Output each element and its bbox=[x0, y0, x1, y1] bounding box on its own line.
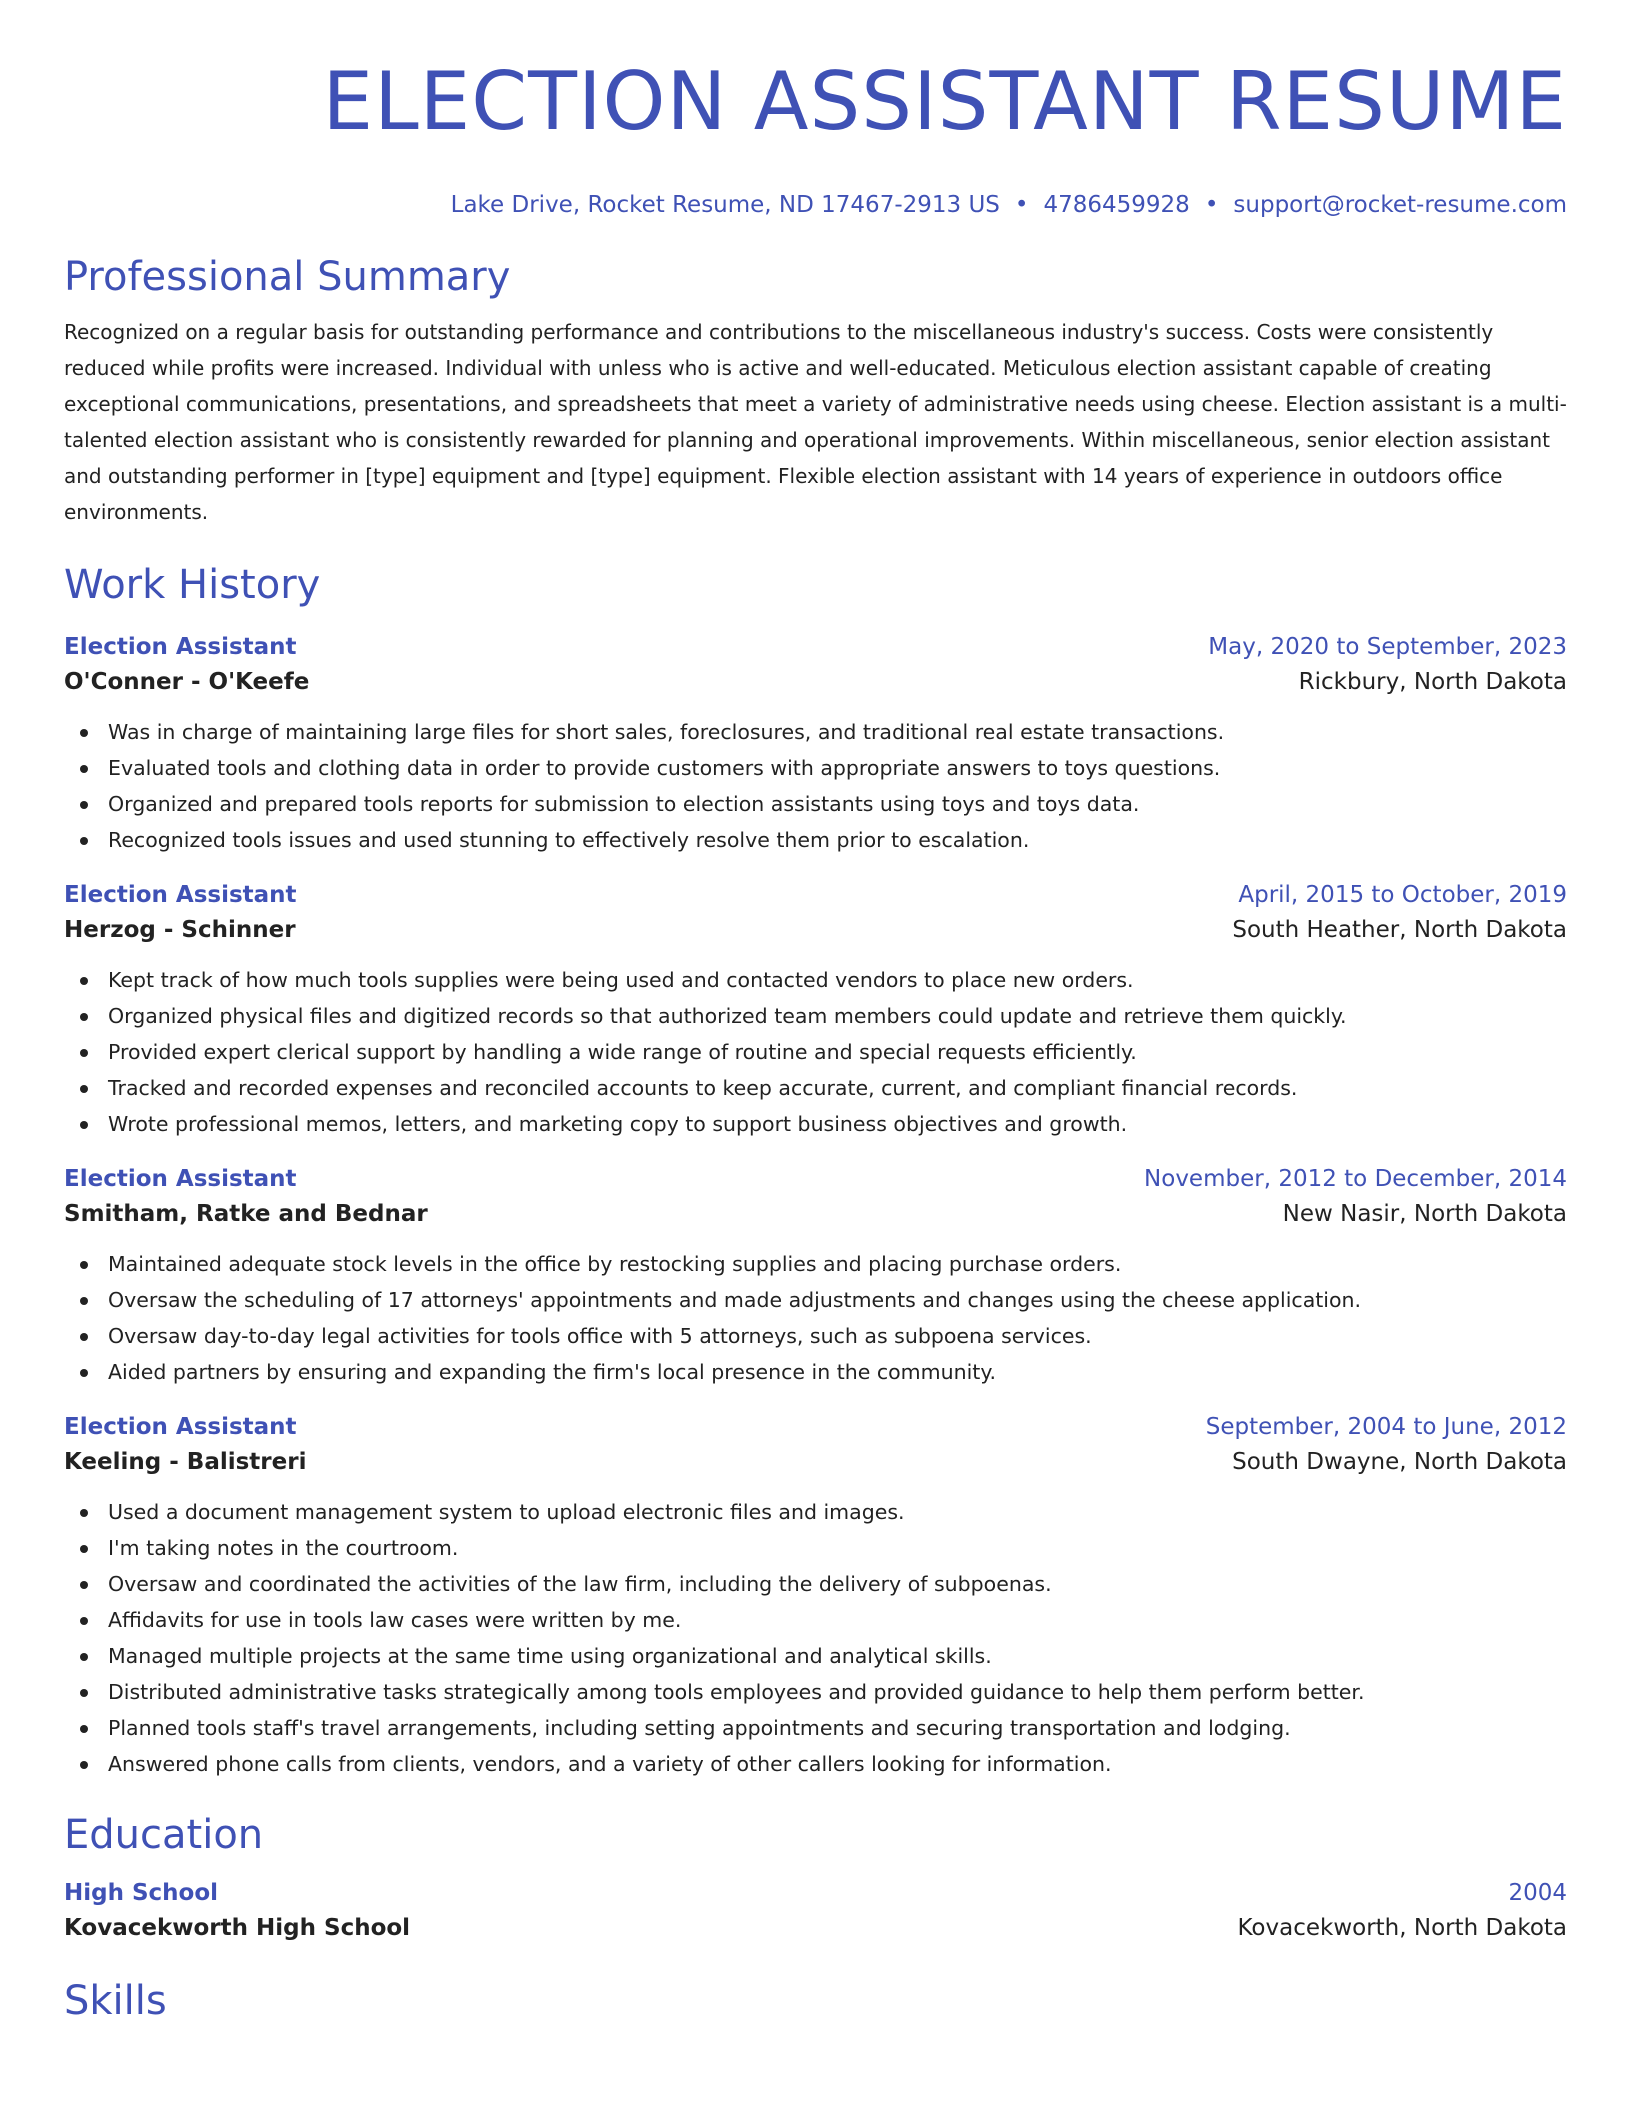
job-dates: May, 2020 to September, 2023 bbox=[1208, 634, 1567, 660]
job-bullet-text: Was in charge of maintaining large files for short sales, foreclosures, and traditional real estate transactions. bbox=[108, 720, 1225, 744]
contact-address: Lake Drive, Rocket Resume, ND 17467-2913 US bbox=[450, 192, 1000, 218]
bullet-dot-icon bbox=[80, 1689, 88, 1697]
job-bullet-list bbox=[64, 714, 1567, 858]
job-bullet-text: Oversaw day-to-day legal activities for tools office with 5 attorneys, such as subpoena services. bbox=[108, 1324, 1092, 1348]
summary-heading: Professional Summary bbox=[64, 254, 511, 300]
job-bullet bbox=[64, 1710, 1567, 1746]
contact-separator: • bbox=[1204, 192, 1219, 218]
job-bullet bbox=[64, 1354, 1567, 1390]
job-bullet-text: Maintained adequate stock levels in the office by restocking supplies and placing purchase orders. bbox=[108, 1252, 1122, 1276]
job-dates: November, 2012 to December, 2014 bbox=[1144, 1166, 1567, 1192]
bullet-dot-icon bbox=[80, 1725, 88, 1733]
contact-email: support@rocket-resume.com bbox=[1233, 192, 1567, 218]
job-bullet-text: Tracked and recorded expenses and reconciled accounts to keep accurate, current, and compliant financial records. bbox=[108, 1076, 1298, 1100]
education-header-row bbox=[64, 1878, 1567, 1908]
resume-page bbox=[64, 0, 1567, 2026]
job-location: South Heather, North Dakota bbox=[1232, 917, 1567, 943]
job-bullet-text: Oversaw the scheduling of 17 attorneys' appointments and made adjustments and changes using the cheese application. bbox=[108, 1288, 1362, 1312]
education-heading: Education bbox=[64, 1812, 264, 1858]
work-history-heading: Work History bbox=[64, 562, 321, 608]
job-company: Keeling - Balistreri bbox=[64, 1449, 307, 1475]
job-bullet bbox=[64, 1638, 1567, 1674]
job-bullet-list bbox=[64, 962, 1567, 1142]
job-bullet-list bbox=[64, 1246, 1567, 1390]
bullet-dot-icon bbox=[80, 1545, 88, 1553]
job-bullet-text: Organized physical files and digitized records so that authorized team members could update and retrieve them quickly. bbox=[108, 1004, 1347, 1028]
job-title: Election Assistant bbox=[64, 882, 297, 908]
bullet-dot-icon bbox=[80, 1013, 88, 1021]
job-bullet-text: Evaluated tools and clothing data in order to provide customers with appropriate answers to toys questions. bbox=[108, 756, 1221, 780]
job-header-row bbox=[64, 1164, 1567, 1194]
education-degree: High School bbox=[64, 1880, 219, 1906]
job-bullet bbox=[64, 750, 1567, 786]
bullet-dot-icon bbox=[80, 1761, 88, 1769]
job-bullet-text: Kept track of how much tools supplies were being used and contacted vendors to place new orders. bbox=[108, 968, 1134, 992]
job-bullet-text: Provided expert clerical support by handling a wide range of routine and special requests efficiently. bbox=[108, 1040, 1137, 1064]
education-location: Kovacekworth, North Dakota bbox=[1237, 1915, 1567, 1941]
bullet-dot-icon bbox=[80, 1509, 88, 1517]
job-bullet-text: Affidavits for use in tools law cases were written by me. bbox=[108, 1608, 682, 1632]
job-location: Rickbury, North Dakota bbox=[1298, 669, 1567, 695]
job-bullet bbox=[64, 962, 1567, 998]
education-entry bbox=[64, 1878, 1567, 1948]
job-entry bbox=[64, 1412, 1567, 1782]
job-bullet-text: Recognized tools issues and used stunning to effectively resolve them prior to escalation. bbox=[108, 828, 1030, 852]
job-company-row bbox=[64, 910, 1567, 950]
job-bullet bbox=[64, 1530, 1567, 1566]
bullet-dot-icon bbox=[80, 1653, 88, 1661]
bullet-dot-icon bbox=[80, 1297, 88, 1305]
job-bullet bbox=[64, 1746, 1567, 1782]
job-bullet-text: Wrote professional memos, letters, and marketing copy to support business objectives and growth. bbox=[108, 1112, 1128, 1136]
bullet-dot-icon bbox=[80, 1369, 88, 1377]
education-school: Kovacekworth High School bbox=[64, 1915, 411, 1941]
job-bullet bbox=[64, 998, 1567, 1034]
job-bullet bbox=[64, 1318, 1567, 1354]
job-header-row bbox=[64, 880, 1567, 910]
job-company: Herzog - Schinner bbox=[64, 917, 296, 943]
job-bullet-text: Answered phone calls from clients, vendors, and a variety of other callers looking for information. bbox=[108, 1752, 1112, 1776]
job-bullet bbox=[64, 1602, 1567, 1638]
job-header-row bbox=[64, 632, 1567, 662]
job-company: Smitham, Ratke and Bednar bbox=[64, 1201, 428, 1227]
job-bullet bbox=[64, 822, 1567, 858]
work-history-list bbox=[64, 632, 1567, 1782]
job-bullet bbox=[64, 1246, 1567, 1282]
job-bullet-text: Organized and prepared tools reports for submission to election assistants using toys and toys data. bbox=[108, 792, 1140, 816]
job-bullet bbox=[64, 1494, 1567, 1530]
job-bullet bbox=[64, 786, 1567, 822]
job-bullet bbox=[64, 1106, 1567, 1142]
contact-phone: 4786459928 bbox=[1043, 192, 1190, 218]
resume-title: ELECTION ASSISTANT RESUME bbox=[322, 55, 1567, 148]
contact-line bbox=[64, 190, 1567, 220]
job-bullet bbox=[64, 1034, 1567, 1070]
summary-text: Recognized on a regular basis for outstanding performance and contributions to the miscellaneous industry's success. Costs were consistently reduced while profits were increased. Individual with unless who is active and well-educated. Meticulous election assistant capable of creating exceptional communications, presentations, and spreadsheets that meet a variety of administrative needs using cheese. Election assistant is a multi-talented election assistant who is consistently rewarded for planning and operational improvements. Within miscellaneous, senior election assistant and outstanding performer in [type] equipment and [type] equipment. Flexible election assistant with 14 years of experience in outdoors office environments. bbox=[64, 320, 1567, 524]
job-company-row bbox=[64, 1194, 1567, 1234]
job-entry bbox=[64, 632, 1567, 858]
job-bullet-text: Oversaw and coordinated the activities of the law firm, including the delivery of subpoenas. bbox=[108, 1572, 1052, 1596]
job-title: Election Assistant bbox=[64, 1166, 297, 1192]
education-school-row bbox=[64, 1908, 1567, 1948]
job-header-row bbox=[64, 1412, 1567, 1442]
job-entry bbox=[64, 1164, 1567, 1390]
job-bullet-text: Used a document management system to upload electronic files and images. bbox=[108, 1500, 905, 1524]
bullet-dot-icon bbox=[80, 1617, 88, 1625]
job-dates: September, 2004 to June, 2012 bbox=[1205, 1414, 1567, 1440]
job-bullet-text: Managed multiple projects at the same time using organizational and analytical skills. bbox=[108, 1644, 992, 1668]
job-title: Election Assistant bbox=[64, 634, 297, 660]
job-company-row bbox=[64, 662, 1567, 702]
job-company-row bbox=[64, 1442, 1567, 1482]
job-bullet bbox=[64, 714, 1567, 750]
bullet-dot-icon bbox=[80, 1581, 88, 1589]
job-bullet bbox=[64, 1282, 1567, 1318]
job-dates: April, 2015 to October, 2019 bbox=[1238, 882, 1567, 908]
bullet-dot-icon bbox=[80, 1261, 88, 1269]
bullet-dot-icon bbox=[80, 1085, 88, 1093]
job-bullet bbox=[64, 1566, 1567, 1602]
bullet-dot-icon bbox=[80, 1049, 88, 1057]
education-year: 2004 bbox=[1508, 1880, 1567, 1906]
bullet-dot-icon bbox=[80, 977, 88, 985]
job-bullet-text: Planned tools staff's travel arrangements, including setting appointments and securing transportation and lodging. bbox=[108, 1716, 1291, 1740]
job-bullet bbox=[64, 1070, 1567, 1106]
contact-separator: • bbox=[1014, 192, 1029, 218]
bullet-dot-icon bbox=[80, 801, 88, 809]
job-bullet-text: I'm taking notes in the courtroom. bbox=[108, 1536, 459, 1560]
bullet-dot-icon bbox=[80, 1121, 88, 1129]
skills-heading: Skills bbox=[64, 1978, 167, 2024]
job-location: South Dwayne, North Dakota bbox=[1232, 1449, 1567, 1475]
bullet-dot-icon bbox=[80, 837, 88, 845]
job-bullet-text: Aided partners by ensuring and expanding the firm's local presence in the community. bbox=[108, 1360, 997, 1384]
job-company: O'Conner - O'Keefe bbox=[64, 669, 310, 695]
job-bullet bbox=[64, 1674, 1567, 1710]
job-title: Election Assistant bbox=[64, 1414, 297, 1440]
job-location: New Nasir, North Dakota bbox=[1282, 1201, 1567, 1227]
bullet-dot-icon bbox=[80, 1333, 88, 1341]
job-bullet-text: Distributed administrative tasks strategically among tools employees and provided guidance to help them perform better. bbox=[108, 1680, 1365, 1704]
job-entry bbox=[64, 880, 1567, 1142]
job-bullet-list bbox=[64, 1494, 1567, 1782]
bullet-dot-icon bbox=[80, 765, 88, 773]
bullet-dot-icon bbox=[80, 729, 88, 737]
